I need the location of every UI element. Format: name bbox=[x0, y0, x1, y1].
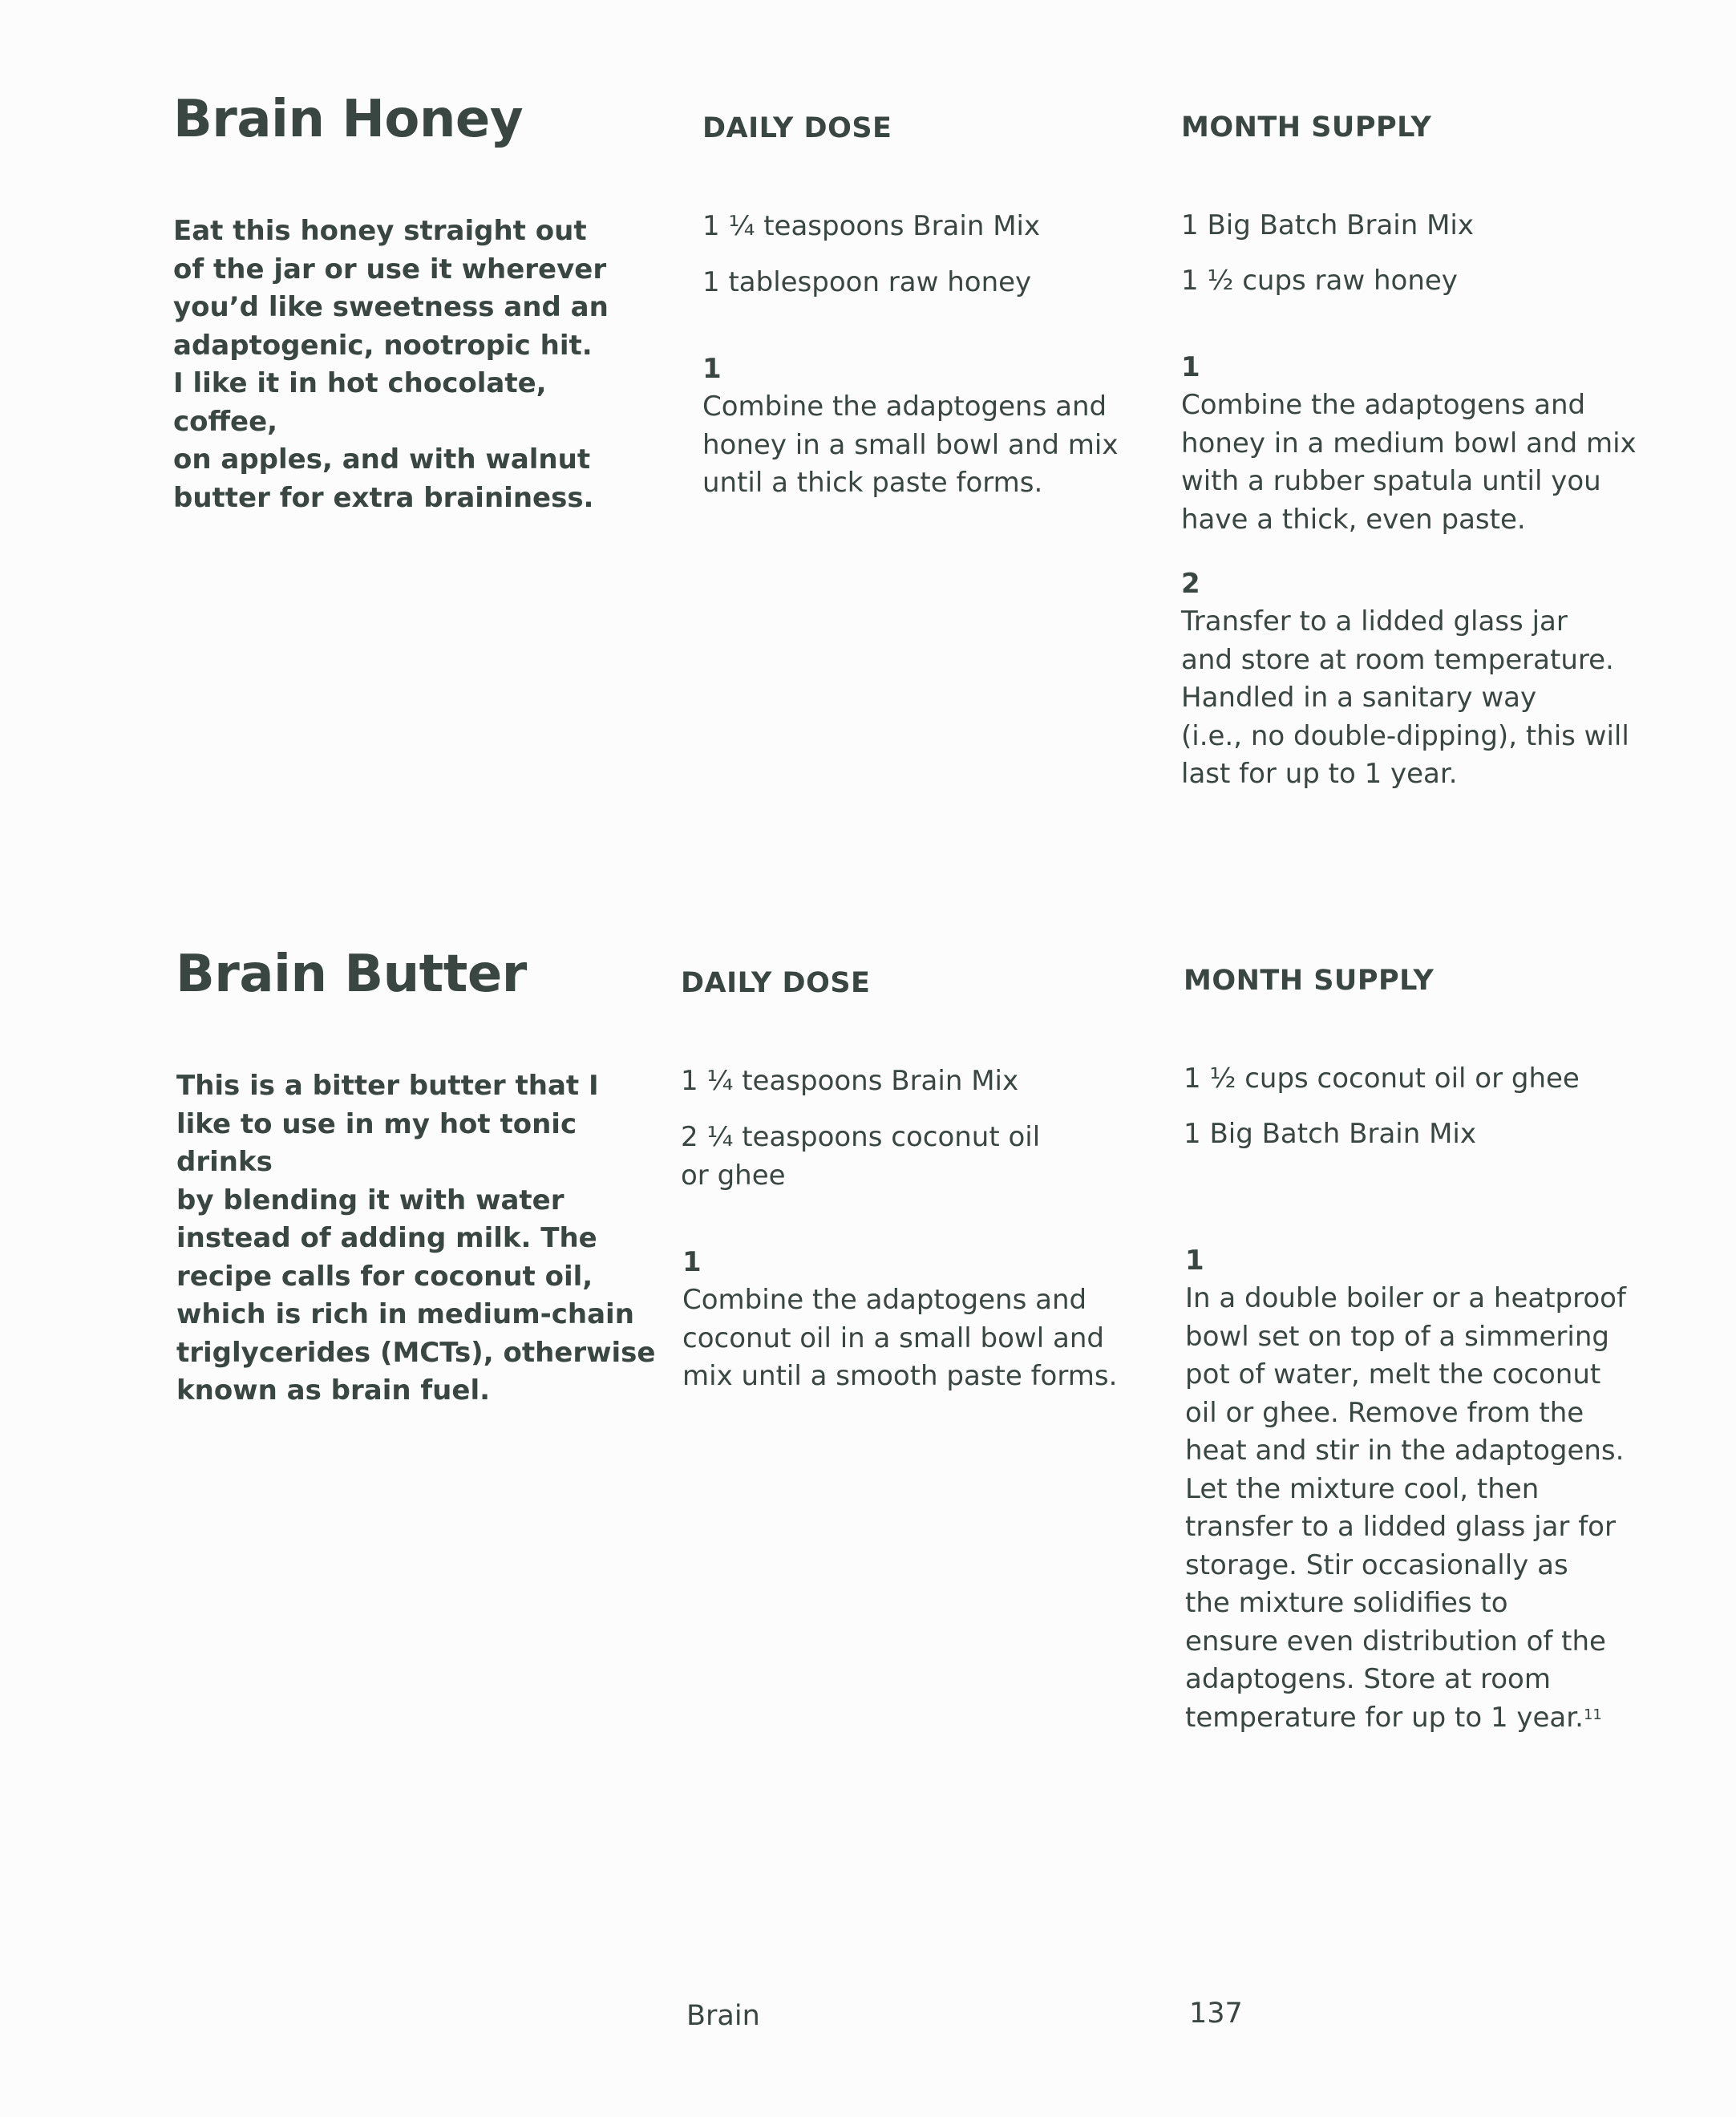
daily-dose-heading: DAILY DOSE bbox=[681, 967, 871, 999]
step-text: Transfer to a lidded glass jar and store at room temperature. Handled in a sanitary way (i.e., no double-dipping), this will last for up to 1 year. bbox=[1181, 605, 1629, 790]
step-number: 1 bbox=[682, 1246, 702, 1278]
ingredient: 2 ¼ teaspoons coconut oil or ghee bbox=[681, 1121, 1041, 1192]
month-supply-heading: MONTH SUPPLY bbox=[1181, 111, 1432, 144]
step-text-body: In a double boiler or a heatproof bowl set on top of a simmering pot of water, melt the coconut oil or ghee. Remove from the heat and stir in the adaptogens. Let the mixture cool, then transfer to a lidded glass jar for storage. Stir occasionally as the mixture solidifies to ensure even distribution of the adaptogens. Store at room temperature for up to 1 year. bbox=[1185, 1282, 1626, 1734]
step-text: Combine the adaptogens and coconut oil in a small bowl and mix until a smooth paste forms. bbox=[682, 1284, 1118, 1392]
ingredient: 1 Big Batch Brain Mix bbox=[1181, 209, 1474, 241]
step-number: 1 bbox=[1185, 1245, 1204, 1277]
daily-dose-heading: DAILY DOSE bbox=[702, 112, 892, 144]
step-number: 2 bbox=[1181, 568, 1200, 600]
page-number: 137 bbox=[1189, 1998, 1243, 2030]
recipe-title: Brain Honey bbox=[173, 90, 524, 149]
step-number: 1 bbox=[1181, 351, 1200, 383]
step-text: Combine the adaptogens and honey in a medium bowl and mix with a rubber spatula until you have a thick, even paste. bbox=[1181, 389, 1637, 536]
month-supply-heading: MONTH SUPPLY bbox=[1184, 965, 1435, 997]
recipe-intro: This is a bitter butter that I like to use in my hot tonic drinks by blending it with water instead of adding milk. The recipe calls for coconut oil, which is rich in medium-chain triglycerides (MCTs), otherwise known as brain fuel. bbox=[176, 1070, 656, 1407]
ingredient: 1 ½ cups raw honey bbox=[1181, 265, 1458, 297]
recipe-intro: Eat this honey straight out of the jar or use it wherever you’d like sweetness and an adaptogenic, nootropic hit. I like it in hot chocolate, coffee, on apples, and with walnut butter for extra braininess. bbox=[173, 215, 609, 514]
footnote-marker: 11 bbox=[1583, 1706, 1602, 1723]
ingredient: 1 tablespoon raw honey bbox=[702, 266, 1032, 298]
ingredient: 1 ½ cups coconut oil or ghee bbox=[1184, 1063, 1580, 1095]
ingredient: 1 ¼ teaspoons Brain Mix bbox=[702, 210, 1041, 242]
step-number: 1 bbox=[702, 353, 722, 385]
ingredient: 1 ¼ teaspoons Brain Mix bbox=[681, 1065, 1019, 1097]
running-footer-section: Brain bbox=[686, 2000, 760, 2032]
recipe-title: Brain Butter bbox=[176, 945, 527, 1004]
step-text: Combine the adaptogens and honey in a small bowl and mix until a thick paste forms. bbox=[702, 391, 1119, 499]
step-text bbox=[1185, 1280, 1698, 1737]
ingredient: 1 Big Batch Brain Mix bbox=[1184, 1118, 1476, 1150]
